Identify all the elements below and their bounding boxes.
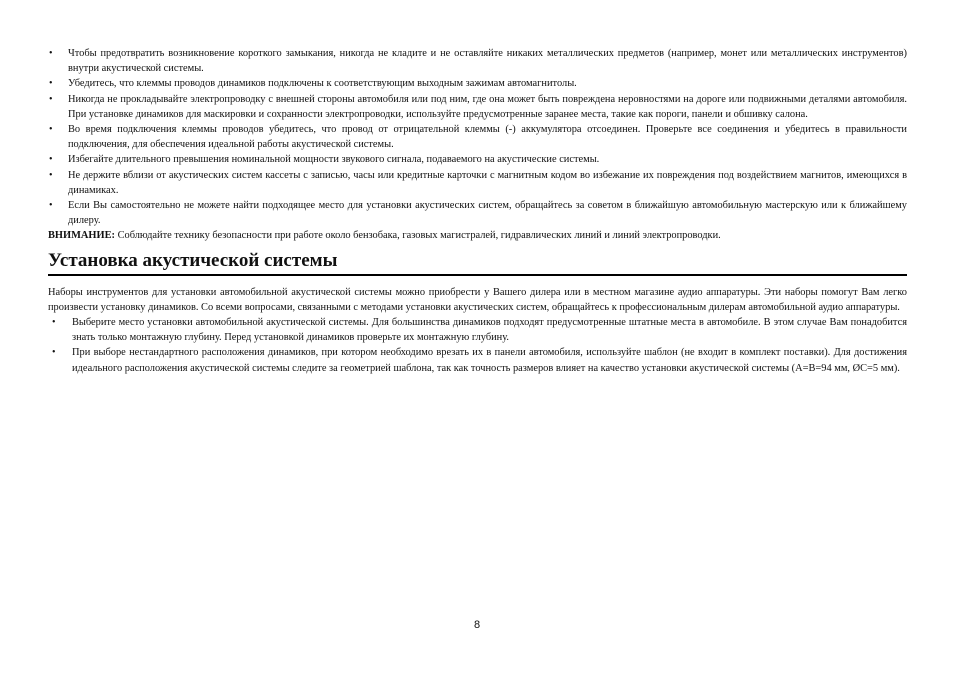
section-title: Установка акустической системы	[48, 249, 907, 276]
list-item: • Чтобы предотвратить возникновение короткого замыкания, никогда не кладите и не оставляйте никаких металлических предметов (например, монет или металлических инструментов) внутри акустической системы.	[49, 48, 907, 75]
list-item: • При выборе нестандартного расположения динамиков, при котором необходимо врезать их в панели автомобиля, используйте шаблон (не входит в комплект поставки). Для достижения идеального расположения акустической системы следите за геометрией шаблона, так как точность размеров влияет на качество установки акустической системы (A=B=94 мм, ØC=5 мм).	[52, 347, 907, 374]
bullet-icon: •	[52, 317, 56, 329]
document-page	[48, 46, 907, 376]
install-list	[48, 315, 907, 376]
bullet-icon: •	[49, 93, 53, 105]
list-item: • Убедитесь, что клеммы проводов динамиков подключены к соответствующим выходным зажимам автомагнитолы.	[48, 76, 907, 91]
warning-label: ВНИМАНИЕ:	[48, 230, 115, 242]
bullet-icon: •	[49, 200, 53, 212]
bullet-icon: •	[49, 154, 53, 166]
list-item: • Если Вы самостоятельно не можете найти подходящее место для установки акустических систем, обращайтесь за советом в ближайшую автомобильную мастерскую или к ближайшему дилеру.	[49, 200, 907, 227]
intro-paragraph: Наборы инструментов для установки автомобильной акустической системы можно приобрести у Вашего дилера или в местном магазине аудио аппаратуры. Эти наборы помогут Вам легко произвести установку динамиков. Со всеми вопросами, связанными с методами установки акустических систем, обращайтесь к профессиональным дилерам автомобильной аудио аппаратуры.	[48, 286, 907, 313]
page-number: 8	[473, 619, 481, 631]
safety-list	[48, 46, 907, 228]
list-item: • Никогда не прокладывайте электропроводку с внешней стороны автомобиля или под ним, где она может быть повреждена неровностями на дороге или подвижными деталями автомобиля. При установке динамиков для маскировки и сохранности электропроводки, используйте предусмотренные заранее места, такие как пороги, панели и обшивку салона.	[49, 93, 907, 120]
warning-paragraph	[48, 228, 907, 243]
bullet-icon: •	[49, 48, 53, 59]
list-item: • Во время подключения клеммы проводов убедитесь, что провод от отрицательной клеммы (-) аккумулятора отсоединен. Проверьте все соединения и убедитесь в правильности подключения, для обеспечения идеальной работы акустической системы.	[49, 124, 907, 151]
bullet-icon: •	[49, 124, 53, 136]
bullet-icon: •	[49, 78, 53, 90]
warning-text: Соблюдайте технику безопасности при работе около бензобака, газовых магистралей, гидравлических линий и линий электропроводки.	[114, 230, 721, 242]
bullet-icon: •	[49, 169, 53, 181]
list-item: • Не держите вблизи от акустических систем кассеты с записью, часы или кредитные карточки с магнитным кодом во избежание их повреждения под воздействием магнитов, имеющихся в динамиках.	[49, 169, 907, 196]
list-item: • Избегайте длительного превышения номинальной мощности звукового сигнала, подаваемого на акустические системы.	[48, 152, 907, 167]
bullet-icon: •	[52, 347, 56, 359]
list-item: • Выберите место установки автомобильной акустической системы. Для большинства динамиков подходят предусмотренные штатные места в автомобиле. В этом случае Вам понадобится знать только монтажную глубину. Перед установкой динамиков проверьте их монтажную глубину.	[52, 317, 907, 344]
